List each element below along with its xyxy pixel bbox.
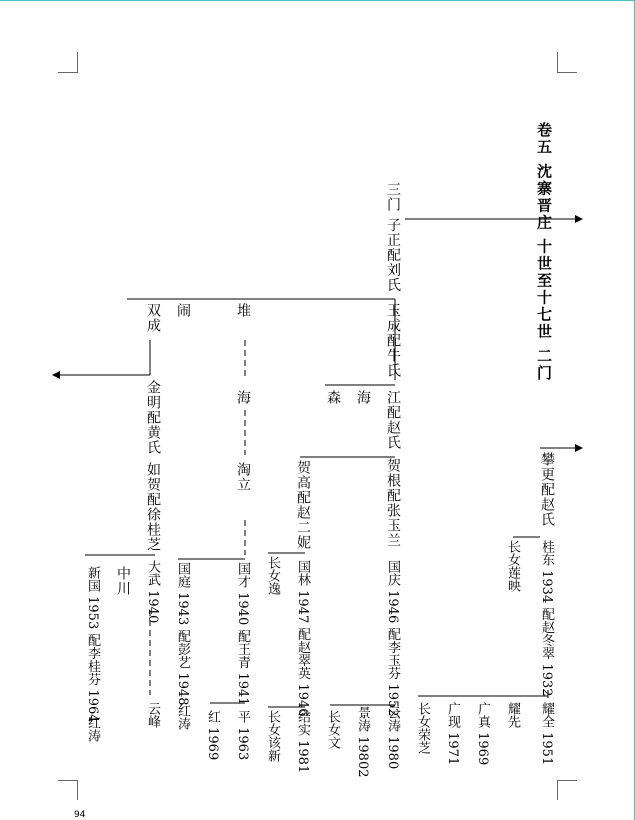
name-hongtao-2: 红涛 [85,716,100,742]
name-pan-geng: 攀更配赵氏 [539,452,555,527]
name-sen: 森 [325,390,341,405]
name-dui: 堆 [235,303,251,318]
name-yaoquan: 耀全 1951 [539,702,554,766]
name-he-gen: 贺根配张玉兰 [385,458,401,548]
name-guoqing: 国庆 1946 配李玉芬 1952 [385,560,400,717]
name-guidong: 桂东 1934 配赵冬翠 1932 [539,540,554,697]
name-jiang: 江配赵氏 [385,390,401,450]
name-ping: 平 1963 [235,710,250,761]
name-he-gao: 贺高配赵二妮 [295,460,311,550]
name-yuntao: 云涛 1980 [385,706,400,770]
name-chang-gai: 长女该新 [265,710,280,762]
name-jingtao: 景涛 19802 [355,706,370,778]
name-chang-rongzhi: 长女荣芝 [415,702,430,754]
name-hongtao: 红涛 [175,704,190,730]
name-guoting: 国庭 1943 配彭艺 1948 [175,562,190,706]
name-guangzhen: 广真 1969 [475,702,490,766]
name-chang-wen: 长女文 [325,710,340,749]
name-chang-yi: 长女逸 [265,556,280,595]
name-yucheng: 玉成配牛氏 [385,303,401,378]
name-guolin: 国林 1947 配赵翠英 1946 [295,560,310,717]
name-guocai: 国才 1940 配王青 1941 [235,562,250,706]
name-nao: 闹 [175,303,191,318]
name-chang-lianying: 长女莲映 [505,540,520,592]
page-number: 94 [74,810,86,820]
name-shuangcheng: 双成 [145,303,161,333]
name-yunfeng: 云峰 [145,702,160,728]
name-hai: 海 [355,390,371,405]
name-jieshi: 结实 1981 [295,710,310,774]
name-yaoxian: 耀先 [505,702,520,728]
name-jinming: 金明配黄氏 [145,380,161,455]
name-guangxian: 广现 1971 [445,702,460,766]
name-hong: 红 1969 [205,710,220,761]
name-sanmen: 三门 子正配刘氏 [385,182,401,293]
name-xinguo: 新国 1953 配李桂芬 1964 [85,566,100,723]
name-zhongchuan: 中川 [115,566,131,596]
name-haoli: 淘立 [235,462,251,492]
title-column: 卷五 沈寨晋庄 十世至十七世 二门 [535,122,553,382]
name-dawu: 大武 1940 [145,560,160,624]
name-hai-2: 海 [235,390,251,405]
name-ruhe: 如贺配徐桂芝 [145,462,161,552]
